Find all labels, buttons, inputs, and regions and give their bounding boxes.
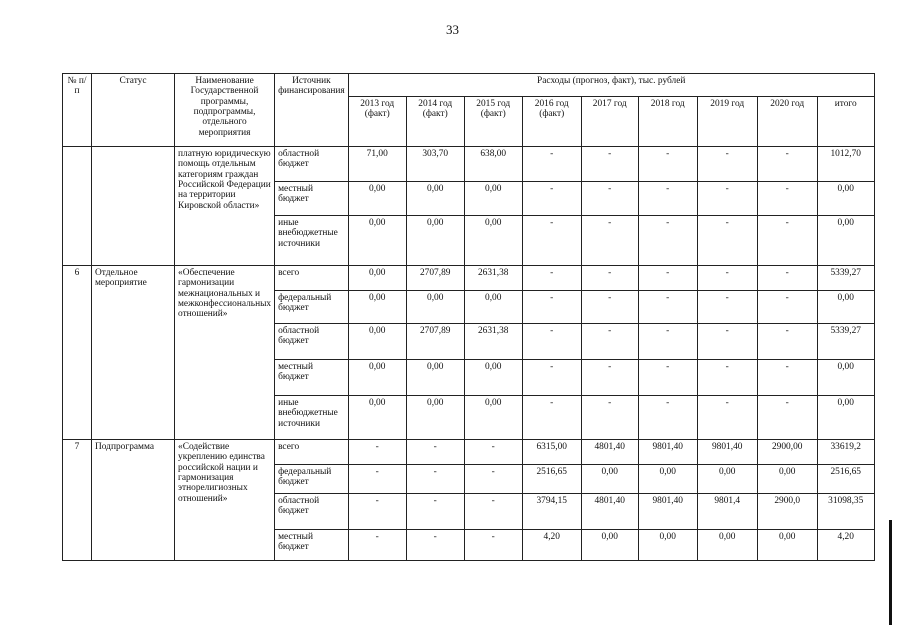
total-cell: 4,20 <box>817 530 874 561</box>
value-cell: - <box>697 396 757 440</box>
value-cell: 0,00 <box>697 530 757 561</box>
value-cell: - <box>638 147 697 182</box>
value-cell: - <box>522 324 581 360</box>
value-cell: - <box>348 440 406 465</box>
row-number: 6 <box>63 266 92 440</box>
value-cell: - <box>638 182 697 216</box>
row-status <box>92 147 175 266</box>
value-cell: 2631,38 <box>464 266 522 291</box>
header-year: 2017 год <box>581 97 638 147</box>
total-cell: 0,00 <box>817 182 874 216</box>
value-cell: - <box>406 465 464 494</box>
value-cell: - <box>638 396 697 440</box>
value-cell: - <box>348 530 406 561</box>
value-cell: 71,00 <box>348 147 406 182</box>
value-cell: 4,20 <box>522 530 581 561</box>
value-cell: 0,00 <box>464 216 522 266</box>
source-cell: всего <box>275 266 349 291</box>
value-cell: 2707,89 <box>406 266 464 291</box>
header-source: Источник финансирования <box>275 74 349 147</box>
value-cell: 0,00 <box>464 291 522 324</box>
value-cell: - <box>697 360 757 396</box>
value-cell: - <box>757 360 817 396</box>
row-name: «Содействие укреплению единства российской нации и гармонизация этнорелигиозных отношений» <box>175 440 275 561</box>
total-cell: 33619,2 <box>817 440 874 465</box>
value-cell: 303,70 <box>406 147 464 182</box>
value-cell: - <box>638 291 697 324</box>
scan-edge-mark <box>889 520 892 625</box>
value-cell: 9801,40 <box>638 494 697 530</box>
value-cell: 6315,00 <box>522 440 581 465</box>
value-cell: - <box>406 440 464 465</box>
value-cell: 0,00 <box>348 291 406 324</box>
row-number: 7 <box>63 440 92 561</box>
source-cell: иные внебюджетные источники <box>275 216 349 266</box>
total-cell: 1012,70 <box>817 147 874 182</box>
row-status: Отдельное мероприятие <box>92 266 175 440</box>
value-cell: - <box>406 494 464 530</box>
value-cell: - <box>464 440 522 465</box>
header-year: 2019 год <box>697 97 757 147</box>
source-cell: местный бюджет <box>275 182 349 216</box>
value-cell: - <box>522 266 581 291</box>
page-number: 33 <box>446 22 459 37</box>
source-cell: местный бюджет <box>275 360 349 396</box>
value-cell: 638,00 <box>464 147 522 182</box>
value-cell: 9801,40 <box>638 440 697 465</box>
value-cell: - <box>757 266 817 291</box>
header-year: 2013 год (факт) <box>348 97 406 147</box>
value-cell: - <box>348 494 406 530</box>
value-cell: - <box>757 291 817 324</box>
value-cell: 0,00 <box>348 216 406 266</box>
value-cell: - <box>581 216 638 266</box>
value-cell: 2900,00 <box>757 440 817 465</box>
value-cell: - <box>464 530 522 561</box>
value-cell: - <box>464 465 522 494</box>
row-status: Подпрограмма <box>92 440 175 561</box>
source-cell: федеральный бюджет <box>275 465 349 494</box>
value-cell: 0,00 <box>697 465 757 494</box>
header-year: 2020 год <box>757 97 817 147</box>
value-cell: - <box>697 147 757 182</box>
value-cell: - <box>638 266 697 291</box>
value-cell: 3794,15 <box>522 494 581 530</box>
value-cell: 0,00 <box>638 465 697 494</box>
value-cell: - <box>581 360 638 396</box>
value-cell: - <box>581 147 638 182</box>
value-cell: - <box>697 291 757 324</box>
value-cell: - <box>757 324 817 360</box>
source-cell: иные внебюджетные источники <box>275 396 349 440</box>
value-cell: 2707,89 <box>406 324 464 360</box>
value-cell: 0,00 <box>581 465 638 494</box>
value-cell: 0,00 <box>406 216 464 266</box>
value-cell: - <box>697 182 757 216</box>
value-cell: - <box>581 266 638 291</box>
value-cell: 0,00 <box>406 396 464 440</box>
value-cell: - <box>581 291 638 324</box>
table-row <box>63 266 875 291</box>
total-cell: 5339,27 <box>817 266 874 291</box>
value-cell: - <box>522 360 581 396</box>
header-status: Статус <box>92 74 175 147</box>
value-cell: 4801,40 <box>581 494 638 530</box>
value-cell: - <box>697 216 757 266</box>
value-cell: - <box>581 182 638 216</box>
value-cell: 2631,38 <box>464 324 522 360</box>
value-cell: 0,00 <box>348 396 406 440</box>
total-cell: 31098,35 <box>817 494 874 530</box>
value-cell: 9801,4 <box>697 494 757 530</box>
value-cell: - <box>464 494 522 530</box>
total-cell: 2516,65 <box>817 465 874 494</box>
source-cell: областной бюджет <box>275 494 349 530</box>
source-cell: федеральный бюджет <box>275 291 349 324</box>
value-cell: - <box>522 182 581 216</box>
value-cell: 0,00 <box>464 360 522 396</box>
header-year: 2016 год (факт) <box>522 97 581 147</box>
row-name: «Обеспечение гармонизации межнациональных и межконфессиональных отношений» <box>175 266 275 440</box>
value-cell: 9801,40 <box>697 440 757 465</box>
value-cell: - <box>522 396 581 440</box>
value-cell: - <box>522 216 581 266</box>
header-year: 2015 год (факт) <box>464 97 522 147</box>
table-row <box>63 147 875 182</box>
header-expenses: Расходы (прогноз, факт), тыс. рублей <box>348 74 874 97</box>
row-number <box>63 147 92 266</box>
value-cell: 2900,0 <box>757 494 817 530</box>
value-cell: 0,00 <box>464 396 522 440</box>
total-cell: 5339,27 <box>817 324 874 360</box>
value-cell: 0,00 <box>348 324 406 360</box>
value-cell: - <box>757 216 817 266</box>
value-cell: 0,00 <box>406 291 464 324</box>
value-cell: - <box>406 530 464 561</box>
total-cell: 0,00 <box>817 291 874 324</box>
value-cell: 0,00 <box>406 182 464 216</box>
value-cell: - <box>757 182 817 216</box>
budget-table <box>62 73 875 561</box>
source-cell: всего <box>275 440 349 465</box>
source-cell: областной бюджет <box>275 324 349 360</box>
header-name: Наименование Государственной программы, подпрограммы, отдельного мероприятия <box>175 74 275 147</box>
value-cell: 0,00 <box>638 530 697 561</box>
value-cell: - <box>522 147 581 182</box>
value-cell: 0,00 <box>406 360 464 396</box>
value-cell: - <box>581 396 638 440</box>
value-cell: - <box>697 324 757 360</box>
value-cell: - <box>638 360 697 396</box>
value-cell: - <box>697 266 757 291</box>
value-cell: 0,00 <box>757 465 817 494</box>
total-cell: 0,00 <box>817 396 874 440</box>
value-cell: - <box>757 147 817 182</box>
header-year: 2014 год (факт) <box>406 97 464 147</box>
value-cell: 0,00 <box>581 530 638 561</box>
value-cell: 4801,40 <box>581 440 638 465</box>
header-year: 2018 год <box>638 97 697 147</box>
value-cell: 0,00 <box>348 360 406 396</box>
value-cell: - <box>638 216 697 266</box>
total-cell: 0,00 <box>817 216 874 266</box>
value-cell: 0,00 <box>348 266 406 291</box>
header-no: № п/п <box>63 74 92 147</box>
value-cell: - <box>581 324 638 360</box>
value-cell: 0,00 <box>757 530 817 561</box>
value-cell: 0,00 <box>464 182 522 216</box>
total-cell: 0,00 <box>817 360 874 396</box>
value-cell: - <box>638 324 697 360</box>
value-cell: - <box>348 465 406 494</box>
value-cell: 2516,65 <box>522 465 581 494</box>
value-cell: 0,00 <box>348 182 406 216</box>
row-name: платную юридическую помощь отдельным категориям граждан Российской Федерации на территории Кировской области» <box>175 147 275 266</box>
table-row <box>63 440 875 465</box>
value-cell: - <box>522 291 581 324</box>
value-cell: - <box>757 396 817 440</box>
source-cell: областной бюджет <box>275 147 349 182</box>
source-cell: местный бюджет <box>275 530 349 561</box>
header-total: итого <box>817 97 874 147</box>
